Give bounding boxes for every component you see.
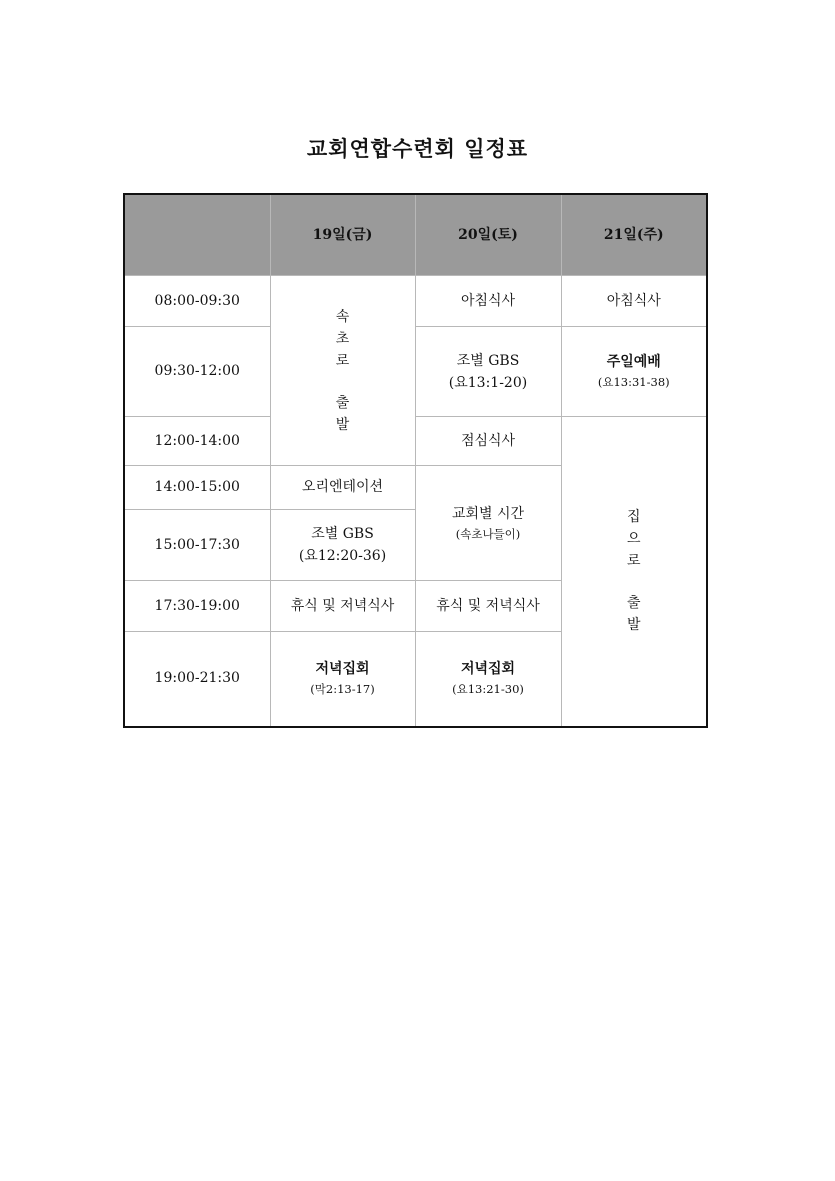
table-row: [124, 327, 707, 417]
cell-sub-text: (요13:21-30): [452, 682, 524, 697]
cell-main-text: 조별 GBS: [456, 352, 520, 369]
header-day1: 19일(금): [270, 194, 415, 276]
cell-sub-text: (요12:20-36): [298, 548, 387, 564]
cell-day2-church-time: [415, 466, 561, 581]
vertical-char: 초: [335, 330, 350, 347]
cell-day2-lunch: 점심식사: [415, 417, 561, 466]
cell-day2-evening-service: [415, 632, 561, 727]
cell-day1-evening-service: [270, 632, 415, 727]
cell-day3-breakfast: 아침식사: [561, 276, 707, 327]
table-row: [124, 417, 707, 466]
cell-day3-return: [561, 417, 707, 727]
cell-sub-text: (막2:13-17): [310, 682, 375, 697]
time-cell: 17:30-19:00: [124, 581, 270, 632]
cell-day2-dinner: 휴식 및 저녁식사: [415, 581, 561, 632]
time-cell: 08:00-09:30: [124, 276, 270, 327]
header-day2: 20일(토): [415, 194, 561, 276]
header-corner-cell: [124, 194, 270, 276]
time-cell: 15:00-17:30: [124, 510, 270, 581]
vertical-char: 으: [626, 531, 641, 548]
vertical-char: 출: [335, 394, 350, 411]
vertical-char: 로: [626, 553, 641, 570]
vertical-text-depart: [335, 306, 351, 436]
vertical-text-return: [626, 506, 642, 636]
cell-main-text: 주일예배: [606, 354, 661, 370]
table-row: [124, 276, 707, 327]
cell-day3-worship: [561, 327, 707, 417]
cell-main-text: 조별 GBS: [311, 526, 374, 542]
vertical-char: 출: [626, 595, 641, 612]
vertical-char: 발: [626, 617, 641, 634]
cell-main-text: 저녁집회: [460, 661, 516, 678]
vertical-char: 로: [335, 352, 350, 369]
time-cell: 14:00-15:00: [124, 466, 270, 510]
vertical-char: 집: [626, 509, 641, 526]
vertical-char: 속: [335, 308, 350, 325]
time-cell: 12:00-14:00: [124, 417, 270, 466]
page-title: 교회연합수련회 일정표: [306, 136, 529, 161]
cell-day1-depart: [270, 276, 415, 466]
cell-day1-gbs: [270, 510, 415, 581]
cell-day1-orientation: 오리엔테이션: [270, 466, 415, 510]
cell-day1-dinner: 휴식 및 저녁식사: [270, 581, 415, 632]
cell-sub-text: (요13:1-20): [448, 374, 528, 391]
table-header-row: [124, 194, 707, 276]
cell-sub-text: (요13:31-38): [597, 375, 670, 389]
cell-sub-text: (속초나들이): [455, 526, 521, 541]
schedule-table: [123, 193, 708, 728]
cell-main-text: 저녁집회: [315, 661, 370, 678]
cell-day2-breakfast: 아침식사: [415, 276, 561, 327]
time-cell: 19:00-21:30: [124, 632, 270, 727]
cell-main-text: 교회별 시간: [451, 505, 525, 522]
header-day3: 21일(주): [561, 194, 707, 276]
cell-day2-gbs: [415, 327, 561, 417]
vertical-char: 발: [335, 416, 350, 433]
time-cell: 09:30-12:00: [124, 327, 270, 417]
